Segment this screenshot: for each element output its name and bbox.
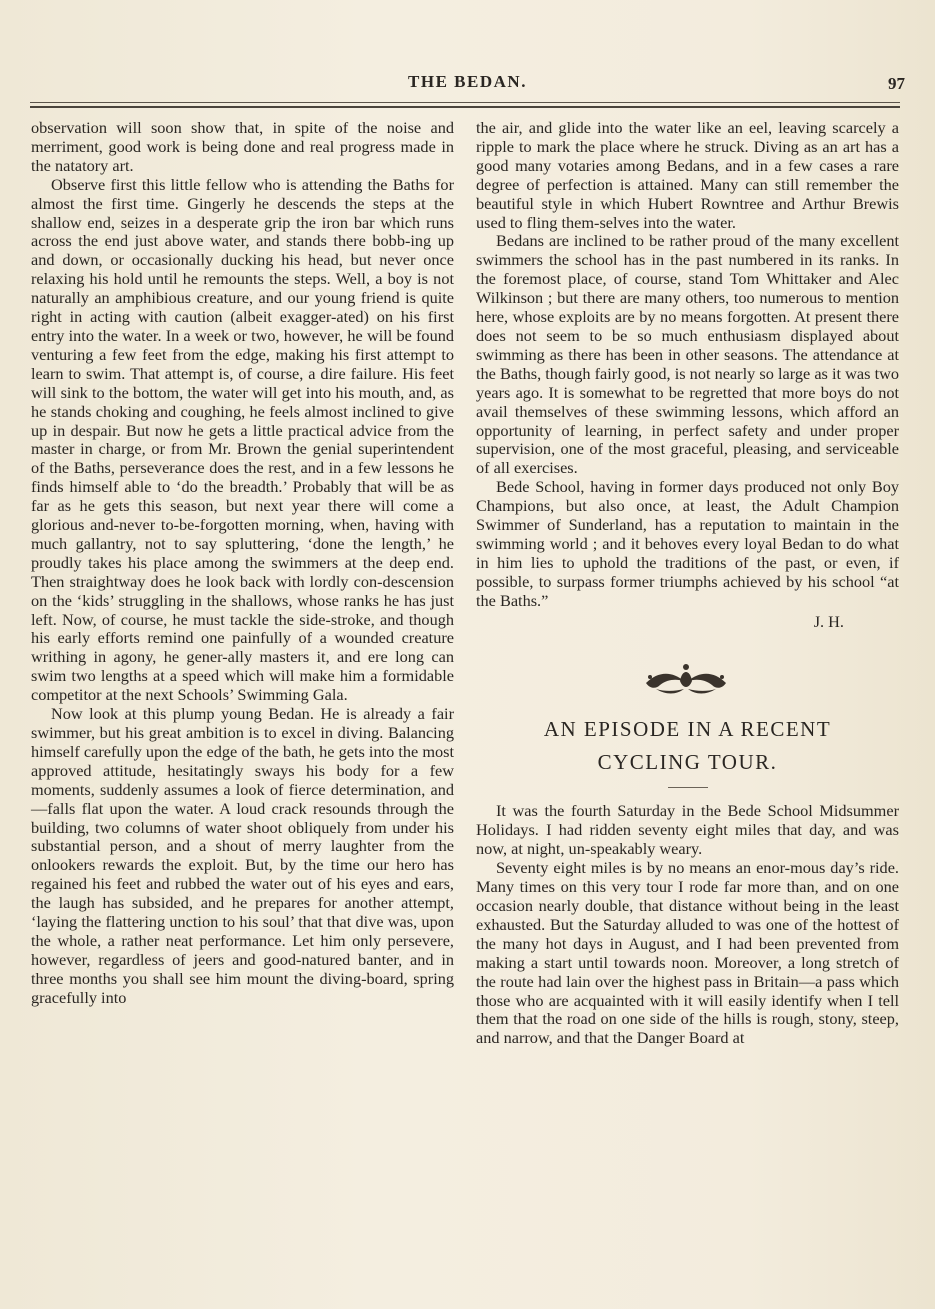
paragraph: Observe first this little fellow who is attending the Baths for almost the first time. Gingerly he descends the steps at the shallow end, seizes in a desperate grip the iron bar which runs across the end just above water, and stands there bobb-ing up and down, or occasionally ducking his head, but never once relaxing his hold until he remounts the steps. Well, a boy is not naturally an amphibious creature, and our young friend is quite right in acting with caution (albeit exagger-ated) on his first entry into the water. In a week or two, however, he will be found venturing a few feet from the edge, making his first attempt to learn to swim. That attempt is, of course, a dire failure. His feet will sink to the bottom, the water will get into his mouth, and, as he stands choking and coughing, he feels almost inclined to give up in despair. But now he gets a little practical advice from the master in charge, or from Mr. Brown the genial superintendent of the Baths, perseverance does the rest, and in a few lessons he finds himself able to ‘do the breadth.’ Probably that will be as far as he gets this season, but next year there will come a glorious and-never to-be-forgotten morning, when, having with much gallantry, not to say spluttering, ‘done the length,’ he proudly takes his place among the swimmers at the deep end. Then straightway does he look back with lordly con-descension on the ‘kids’ struggling in the shallows, whose ranks he has just left. Now, of course, he must tackle the side-stroke, and though his early efforts remind one painfully of a wounded creature writhing in agony, he gener-ally masters it, and ere long can swim two lengths at a speed which will make him a formidable competitor at the next Schools’ Swimming Gala. — [31, 174, 454, 705]
header-rule-thick — [30, 106, 900, 108]
page-header — [30, 66, 905, 96]
article-title-line-2: CYCLING TOUR. — [597, 750, 778, 775]
paragraph: Bede School, having in former days produced not only Boy Champions, but also once, at least, the Adult Champion Swimmer of Sunderland, has a reputation to maintain in the swimming world ; and it behoves every loyal Bedan to do what in him lies to uphold the traditions of the past, or even, if possible, to surpass former triumphs achieved by his school “at the Baths.” — [476, 477, 899, 610]
left-column — [31, 119, 454, 1008]
paragraph: Seventy eight miles is by no means an enor-mous day’s ride. Many times on this very tour I rode far more than, and on one occasion nearly double, that distance without being in the least exhausted. But the Saturday alluded to was one of the hottest of the many hot days in August, and I had been prevented from making a start until towards noon. Moreover, a long stretch of the route had lain over the highest pass in Britain—a pass which those who are acquainted with it will easily identify when I tell them that the road on one side of the hills is rough, stony, steep, and narrow, and that the Danger Board at — [476, 858, 899, 1048]
title-divider — [668, 787, 708, 788]
paragraph: It was the fourth Saturday in the Bede School Midsummer Holidays. I had ridden seventy eight miles that day, and was now, at night, un-speakably weary. — [476, 801, 899, 859]
running-head: THE BEDAN. — [408, 72, 527, 91]
paragraph: Now look at this plump young Bedan. He is already a fair swimmer, but his great ambition is to excel in diving. Balancing himself carefully upon the edge of the bath, he gets into the most approved attitude, hesitatingly sways his body for a few moments, suddenly assumes a look of fierce determination, and—falls flat upon the water. A loud crack resounds through the building, two columns of water shoot obliquely from under his substantial person, and a shout of merry laughter from the onlookers rewards the exploit. But, by the time our hero has regained his feet and rubbed the water out of his eyes and ears, the laugh has subsided, and he prepares for another attempt, ‘laying the flattering unction to his soul’ that that dive was, upon the whole, a rather neat performance. Let him only persevere, however, regardless of jeers and good-natured banter, and in three months you shall see him mount the diving-board, spring gracefully into — [31, 704, 454, 1007]
article-title — [476, 713, 899, 779]
article-title-line-1: AN EPISODE IN A RECENT — [543, 717, 832, 742]
page-number: 97 — [888, 74, 905, 93]
right-column — [476, 119, 899, 1048]
paragraph: Bedans are inclined to be rather proud of the many excellent swimmers the school has in the past numbered in its ranks. In the foremost place, of course, stand Tom Whittaker and Alec Wilkinson ; but there are many others, too numerous to mention here, whose exploits are by no means forgotten. At present there does not seem to be so much enthusiasm displayed about swimming as there has been in other seasons. The attendance at the Baths, though fairly good, is not nearly so large as it was two years ago. It is somewhat to be regretted that more boys do not avail themselves of these swimming lessons, which afford an opportunity of learning, in perfect safety and under proper supervision, one of the most graceful, pleasing, and serviceable of all exercises. — [476, 231, 899, 478]
paragraph: the air, and glide into the water like an eel, leaving scarcely a ripple to mark the place where he struck. Diving as an art has a good many votaries among Bedans, and in a few cases a rare degree of perfection is attained. Many can still remember the beautiful style in which Hubert Rowntree and Arthur Brewis used to fling them-selves into the water. — [476, 118, 899, 232]
fleuron-ornament-icon — [636, 659, 736, 699]
paragraph: observation will soon show that, in spite of the noise and merriment, good work is being done and real progress made in the natatory art. — [31, 118, 454, 175]
author-signature: J. H. — [813, 611, 844, 631]
header-rule-thin — [30, 102, 900, 103]
